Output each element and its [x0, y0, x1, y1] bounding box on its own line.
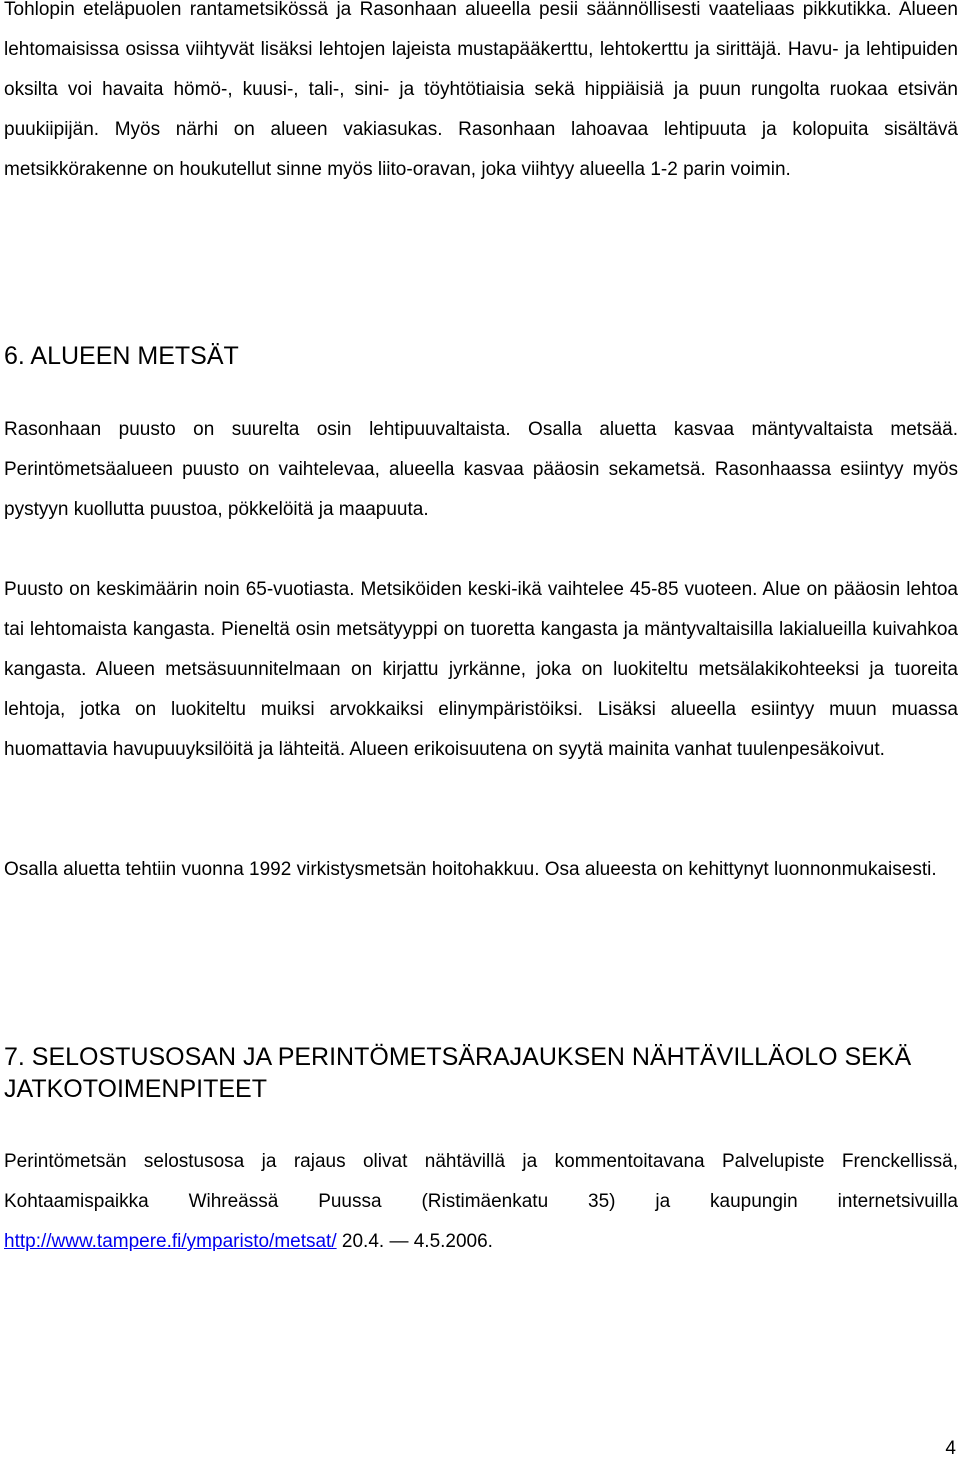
tampere-forests-link[interactable]: http://www.tampere.fi/ymparisto/metsat/ [4, 1231, 337, 1252]
section-heading-display: 7. SELOSTUSOSAN JA PERINTÖMETSÄRAJAUKSEN NÄHTÄVILLÄOLO SEKÄ JATKOTOIMENPITEET [4, 1043, 912, 1103]
paragraph-display-info [4, 1142, 958, 1262]
section-heading-forests: 6. ALUEEN METSÄT [4, 342, 239, 370]
paragraph-forest-composition: Rasonhaan puusto on suurelta osin lehtipuuvaltaista. Osalla aluetta kasvaa mäntyvaltaista metsää. Perintömetsäalueen puusto on vaihtelevaa, alueella kasvaa pääosin sekametsä. Rasonhaassa esiintyy myös pystyyn kuollutta puustoa, pökkelöitä ja maapuuta. [4, 419, 958, 520]
page-number: 4 [945, 1438, 956, 1459]
paragraph-forest-age-types: Puusto on keskimäärin noin 65-vuotiasta. Metsiköiden keski-ikä vaihtelee 45-85 vuoteen. Alue on pääosin lehtoa tai lehtomaista kangasta. Pieneltä osin metsätyyppi on tuoretta kangasta ja mäntyvaltaisilla lakialueilla kuivahkoa kangasta. Alueen metsäsuunnitelmaan on kirjattu jyrkänne, joka on luokiteltu metsälakikohteeksi ja tuoreita lehtoja, jotka on luokiteltu muiksi arvokkaiksi elinympäristöiksi. Lisäksi alueella esiintyy muun muassa huomattavia havupuuyksilöitä ja lähteitä. Alueen erikoisuutena on syytä mainita vanhat tuulenpesäkoivut. [4, 579, 958, 760]
paragraph-forest-management: Osalla aluetta tehtiin vuonna 1992 virkistysmetsän hoitohakkuu. Osa alueesta on kehittynyt luonnonmukaisesti. [4, 859, 937, 880]
paragraph-fauna: Tohlopin eteläpuolen rantametsikössä ja Rasonhaan alueella pesii säännöllisesti vaateliaas pikkutikka. Alueen lehtomaisissa osissa viihtyvät lisäksi lehtojen lajeista mustapääkerttu, lehtokerttu ja sirittäjä. Havu- ja lehtipuiden oksilta voi havaita hömö-, kuusi-, tali-, sini- ja töyhtötiaisia sekä hippiäisiä ja puun rungolta ruokaa etsivän puukiipijän. Myös närhi on alueen vakiasukas. Rasonhaan lahoavaa lehtipuuta ja kolopuita sisältävä metsikkörakenne on houkutellut sinne myös liito-oravan, joka viihtyy alueella 1-2 parin voimin. [4, 0, 958, 180]
display-dates-text: 20.4. — 4.5.2006. [336, 1231, 493, 1252]
display-info-text: Perintömetsän selostusosa ja rajaus olivat nähtävillä ja kommentoitavana Palvelupiste Frenckellissä, Kohtaamispaikka Wihreässä Puussa (Ristimäenkatu 35) ja kaupungin internetsivuilla [4, 1151, 958, 1212]
